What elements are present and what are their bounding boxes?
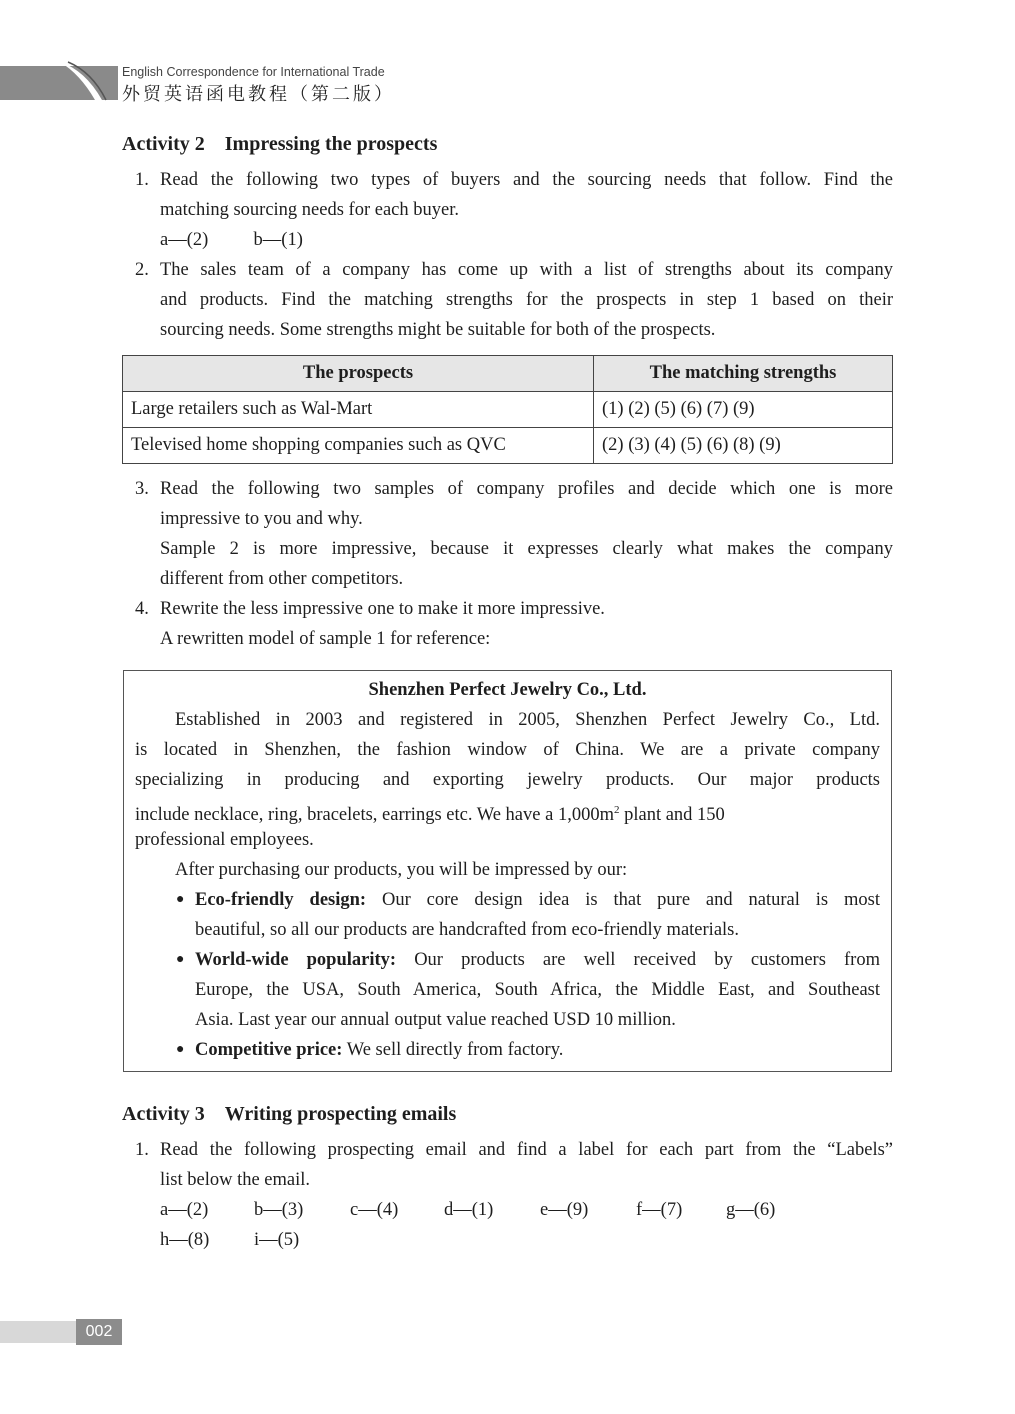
profile-p1-line1: Established in 2003 and registered in 2005, Shenzhen Perfect Jewelry Co., Ltd.	[175, 710, 880, 730]
a3-q1-line2: list below the email.	[160, 1170, 311, 1190]
bullet-label: Competitive price:	[195, 1040, 343, 1060]
a2-q4-line2: A rewritten model of sample 1 for reference:	[160, 629, 491, 649]
profile-p1-line4-end: plant and 150	[619, 805, 725, 826]
table-cell: Televised home shopping companies such as QVC	[123, 428, 594, 464]
bullet-dot-icon: ●	[176, 892, 185, 907]
table-header-prospects: The prospects	[123, 356, 594, 392]
answer: a—(2)	[160, 1200, 209, 1220]
activity2-title: Impressing the prospects	[224, 133, 438, 155]
bullet-text: We sell directly from factory.	[342, 1040, 564, 1060]
bullet-text: Our products are well received by customers from	[396, 950, 880, 970]
table-row	[123, 392, 893, 428]
answer: b—(3)	[254, 1200, 304, 1220]
bullet-label: World-wide popularity:	[195, 950, 397, 970]
activity3-heading	[122, 1099, 456, 1129]
a2-q3-answer-line1: Sample 2 is more impressive, because it expresses clearly what makes the company	[160, 539, 893, 559]
a2-q2-line1: The sales team of a company has come up with a list of strengths about its company	[160, 260, 893, 280]
table-cell: Large retailers such as Wal-Mart	[123, 392, 594, 428]
a2-q1-line1: Read the following two types of buyers and the sourcing needs that follow. Find the	[160, 170, 893, 190]
profile-p1-line2: is located in Shenzhen, the fashion window of China. We are a private company	[135, 740, 880, 760]
a3-q1-number: 1.	[135, 1140, 149, 1160]
bullet-dot-icon: ●	[176, 1042, 185, 1057]
superscript: 2	[613, 804, 620, 816]
bullet-dot-icon: ●	[176, 952, 185, 967]
activity2-label: Activity 2	[122, 133, 205, 155]
a2-q1-number: 1.	[135, 170, 149, 190]
activity3-label: Activity 3	[122, 1103, 205, 1125]
answer: f—(7)	[636, 1200, 683, 1220]
book-title-english: English Correspondence for International Trade	[122, 65, 385, 79]
table-row	[123, 428, 893, 464]
answer: g—(6)	[726, 1200, 776, 1220]
table-cell: (1) (2) (5) (6) (7) (9)	[594, 392, 893, 428]
table-header-strengths: The matching strengths	[594, 356, 893, 392]
page-number: 002	[76, 1319, 122, 1345]
profile-title: Shenzhen Perfect Jewelry Co., Ltd.	[368, 680, 647, 700]
bullet-text: Our core design idea is that pure and natural is most	[366, 890, 880, 910]
header-curve-decoration	[40, 60, 120, 105]
bullet-label: Eco-friendly design:	[195, 890, 367, 910]
a2-q4-line1: Rewrite the less impressive one to make it more impressive.	[160, 599, 605, 619]
profile-bullet2-line1	[195, 945, 880, 975]
profile-p1-line4-text: include necklace, ring, bracelets, earrings etc. We have a 1,000m	[135, 805, 614, 826]
profile-bullet2-line2: Europe, the USA, South America, South Africa, the Middle East, and Southeast	[195, 980, 880, 1000]
a2-q3-line2: impressive to you and why.	[160, 509, 363, 529]
answer: h—(8)	[160, 1230, 210, 1250]
profile-bullet3-line1	[195, 1035, 563, 1065]
answer: d—(1)	[444, 1200, 494, 1220]
table-header-row	[123, 356, 893, 392]
activity2-heading	[122, 129, 437, 159]
book-title-chinese: 外贸英语函电教程（第二版）	[122, 84, 395, 105]
a3-answers-row1	[160, 1195, 775, 1225]
profile-p2: After purchasing our products, you will be impressed by our:	[175, 860, 628, 880]
a2-q1-line2: matching sourcing needs for each buyer.	[160, 200, 459, 220]
profile-p1-line3: specializing in producing and exporting jewelry products. Our major products	[135, 770, 880, 790]
a2-q2-line2: and products. Find the matching strengths for the prospects in step 1 based on their	[160, 290, 893, 310]
answer: b—(1)	[253, 230, 303, 250]
footer-band	[0, 1321, 80, 1343]
answer: i—(5)	[254, 1230, 300, 1250]
answer: e—(9)	[540, 1200, 589, 1220]
a2-q2-number: 2.	[135, 260, 149, 280]
profile-bullet2-line3: Asia. Last year our annual output value reached USD 10 million.	[195, 1010, 676, 1030]
a2-q2-line3: sourcing needs. Some strengths might be suitable for both of the prospects.	[160, 320, 716, 340]
prospects-table	[122, 355, 893, 464]
answer: a—(2)	[160, 230, 209, 250]
activity3-title: Writing prospecting emails	[224, 1103, 457, 1125]
a3-q1-line1: Read the following prospecting email and find a label for each part from the “Labels”	[160, 1140, 893, 1160]
profile-bullet1-line2: beautiful, so all our products are handcrafted from eco-friendly materials.	[195, 920, 739, 940]
a2-q1-answers	[160, 225, 303, 255]
a3-answers-row2	[160, 1225, 299, 1255]
profile-bullet1-line1	[195, 885, 880, 915]
a2-q3-line1: Read the following two samples of company profiles and decide which one is more	[160, 479, 893, 499]
table-cell: (2) (3) (4) (5) (6) (8) (9)	[594, 428, 893, 464]
a2-q3-answer-line2: different from other competitors.	[160, 569, 404, 589]
profile-p1-line5: professional employees.	[135, 830, 314, 850]
answer: c—(4)	[350, 1200, 399, 1220]
a2-q4-number: 4.	[135, 599, 149, 619]
a2-q3-number: 3.	[135, 479, 149, 499]
